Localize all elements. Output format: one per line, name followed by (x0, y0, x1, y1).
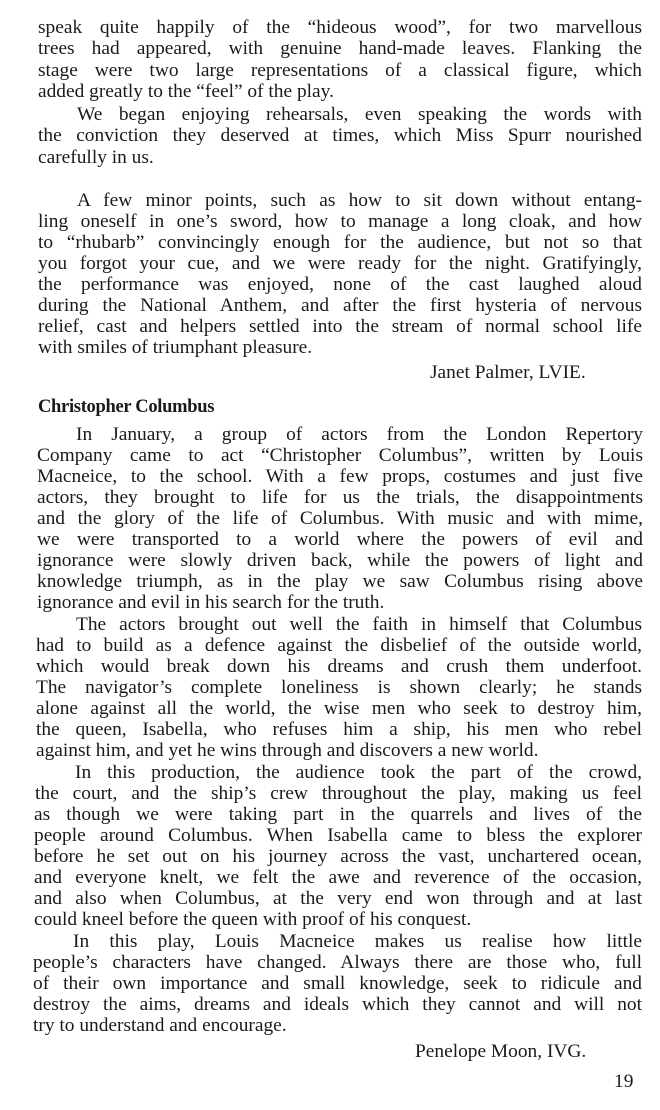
text-line: against him, and yet he wins through and discovers a new world. (36, 740, 539, 761)
text-line: had to build as a defence against the disbelief of the outside world, (36, 635, 642, 656)
text-line: Company came to act “Christopher Columbus”, written by Louis (37, 445, 643, 466)
text-line: before he set out on his journey across the vast, unchartered ocean, (34, 846, 642, 867)
article-heading: Christopher Columbus (38, 397, 215, 417)
text-line: try to understand and encourage. (33, 1015, 287, 1036)
text-line: The navigator’s complete loneliness is shown clearly; he stands (36, 677, 642, 698)
text-line: people’s characters have changed. Always there are those who, full (33, 952, 642, 973)
text-line: knowledge triumph, as in the play we saw Columbus rising above (37, 571, 643, 592)
text-line: In this production, the audience took the part of the crowd, (75, 762, 642, 783)
text-line: ling oneself in one’s sword, how to manage a long cloak, and how (38, 211, 642, 232)
text-line: alone against all the world, the wise men who seek to destroy him, (36, 698, 642, 719)
text-line: during the National Anthem, and after the first hysteria of nervous (38, 295, 642, 316)
text-line: and everyone knelt, we felt the awe and reverence of the occasion, (34, 867, 642, 888)
author-signature: Janet Palmer, LVIE. (430, 362, 586, 383)
text-line: actors, they brought to life for us the trials, the disappointments (37, 487, 643, 508)
text-line: people around Columbus. When Isabella came to bless the explorer (34, 825, 642, 846)
text-line: which would break down his dreams and crush them underfoot. (36, 656, 642, 677)
text-line: the performance was enjoyed, none of the cast laughed aloud (38, 274, 642, 295)
text-line: the court, and the ship’s crew throughout the play, making us feel (35, 783, 642, 804)
text-line: of their own importance and small knowledge, seek to ridicule and (33, 973, 642, 994)
text-line: with smiles of triumphant pleasure. (38, 337, 313, 358)
text-line: you forgot your cue, and we were ready for the night. Gratifyingly, (38, 253, 642, 274)
text-line: In January, a group of actors from the London Repertory (76, 424, 643, 445)
text-line: speak quite happily of the “hideous wood”, for two marvellous (38, 17, 642, 38)
text-line: Macneice, to the school. With a few props, costumes and just five (37, 466, 643, 487)
text-line: could kneel before the queen with proof of his conquest. (34, 909, 472, 930)
text-line: In this play, Louis Macneice makes us realise how little (73, 931, 642, 952)
author-signature: Penelope Moon, IVG. (415, 1041, 587, 1062)
text-line: the conviction they deserved at times, which Miss Spurr nourished (38, 125, 642, 146)
text-line: carefully in us. (38, 147, 154, 168)
text-line: We began enjoying rehearsals, even speaking the words with (77, 104, 642, 125)
page-number: 19 (614, 1071, 634, 1092)
text-line: stage were two large representations of a classical figure, which (38, 60, 642, 81)
text-line: as though we were taking part in the quarrels and lives of the (34, 804, 642, 825)
text-line: and also when Columbus, at the very end won through and at last (34, 888, 642, 909)
text-line: ignorance and evil in his search for the truth. (37, 592, 385, 613)
text-line: The actors brought out well the faith in himself that Columbus (76, 614, 642, 635)
text-line: we were transported to a world where the powers of evil and (37, 529, 643, 550)
text-line: A few minor points, such as how to sit down without entang- (77, 190, 642, 211)
text-line: trees had appeared, with genuine hand-made leaves. Flanking the (38, 38, 642, 59)
text-line: relief, cast and helpers settled into the stream of normal school life (38, 316, 642, 337)
text-line: to “rhubarb” convincingly enough for the audience, but not so that (38, 232, 642, 253)
text-line: ignorance were slowly driven back, while the powers of light and (37, 550, 643, 571)
text-line: added greatly to the “feel” of the play. (38, 81, 334, 102)
text-line: destroy the aims, dreams and ideals which they cannot and will not (33, 994, 642, 1015)
text-line: the queen, Isabella, who refuses him a ship, his men who rebel (36, 719, 642, 740)
text-line: and the glory of the life of Columbus. With music and with mime, (37, 508, 643, 529)
